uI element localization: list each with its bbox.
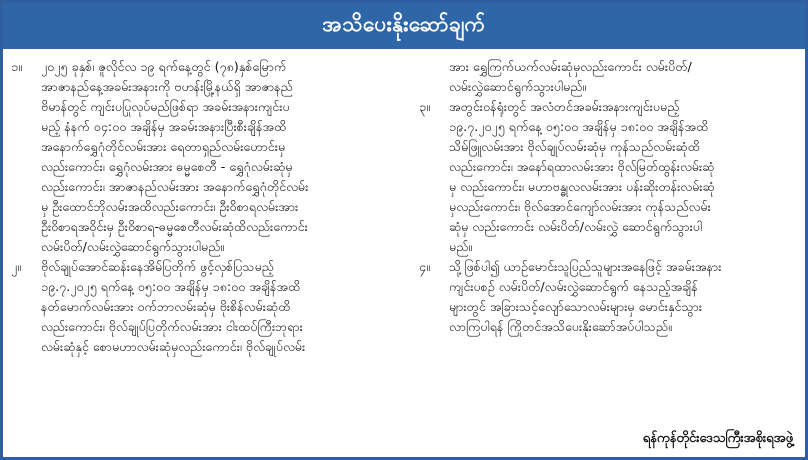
- item-text-line: လာကြပါရန် ကြိုတင်အသိပေးနိုးဆော်အပ်ပါသည်။: [449, 319, 672, 334]
- notice-title: အသိပေးနိုးဆော်ချက်: [322, 11, 486, 36]
- item-text-line: ၁၉.၇.၂၀၂၅ ရက်နေ့ ၀၅:၀၀ အချိန်မှ ၁၈:၀၀ အချိန်အထိ: [41, 279, 301, 294]
- item-text-line: မှလည်းကောင်း၊ ဗိုလ်အောင်ကျော်လမ်းအား ကုန်သည်လမ်း: [449, 199, 711, 214]
- right-column: [419, 57, 797, 337]
- item-text-line: ကျင်းပစဉ် လမ်းပိတ်/လမ်းလွှဲဆောင်ရွက် နေသည့်အချိန်: [449, 279, 698, 294]
- item-number: ၁။: [11, 59, 22, 74]
- issuer-signature: ရန်ကုန်တိုင်းဒေသကြီးအစိုးရအဖွဲ့: [642, 431, 793, 446]
- item-number: ၄။: [419, 259, 430, 274]
- notice-item: [419, 257, 797, 337]
- item-text-line: ဦးဝိစာရအဝိုင်းမှ ဦးဝိစာရ-ဓမ္မစေတီလမ်းဆုံထိလည်းကောင်း: [41, 219, 308, 234]
- item-text-line: လည်းကောင်း၊ ရွှေဂုံလမ်းအား ဓမ္မစေတီ - ရွှေဂုံလမ်းဆုံမှ: [41, 159, 293, 174]
- notice-body: [3, 49, 805, 457]
- item-text-line: မှ ဦးထောင်ဘိုလမ်းအထိလည်းကောင်း၊ ဦးဝိစာရလမ်းအား: [41, 199, 299, 214]
- item-number: ၃။: [419, 99, 430, 114]
- item-text-line: အား ရွှေကြက်ယက်လမ်းဆုံမှလည်းကောင်း လမ်းပိတ်/: [449, 59, 692, 74]
- item-text-line: ၂၀၂၅ ခုနှစ်၊ ဇူလိုင်လ ၁၉ ရက်နေ့တွင် (၇၈)နှစ်မြောက်: [41, 59, 287, 74]
- item-text-line: ဗိမာန်တွင် ကျင်းပပြုလုပ်မည်ဖြစ်ရာ အခမ်းအနားကျင်းပ: [41, 99, 290, 114]
- item-text-line: မည်။: [449, 239, 473, 254]
- left-column: [11, 57, 391, 357]
- item-text-line: များတွင် အခြားသင့်လျော်သောလမ်းများမှ မောင်းနှင်သွား: [449, 299, 703, 314]
- item-text-line: လည်းကောင်း၊ အာဇာနည်လမ်းအား အနောက်ရွှေဂုံတိုင်လမ်း: [41, 179, 309, 194]
- notice-item: [419, 97, 797, 257]
- item-text-line: ဆုံမှ လည်းကောင်း လမ်းပိတ်/လမ်းလွှဲ ဆောင်ရွက်သွားပါ: [449, 219, 703, 234]
- item-text-line: လည်းကောင်း၊ အနော်ရထာလမ်းအား ဗိုလ်မြတ်ထွန်းလမ်းဆုံ: [449, 159, 715, 174]
- item-text-line: လမ်းပိတ်/လမ်းလွှဲဆောင်ရွက်သွားပါမည်။: [41, 239, 225, 254]
- item-text-line: အနောက်ရွှေဂုံတိုင်လမ်းအား ရေတာရှည်လမ်းဟောင်းမှ: [41, 139, 286, 154]
- notice-header: [3, 3, 805, 49]
- item-text-line: သို့ဖြစ်ပါ၍ ယာဉ်မောင်းသူပြည်သူများအနေဖြင့် အခမ်းအနား: [449, 259, 722, 274]
- item-text-line: အတွင်းဝန်ရုံးတွင် အလံတင်အခမ်းအနားကျင်းပမည့်: [449, 99, 680, 114]
- item-text-line: ၁၉.၇.၂၀၂၅ ရက်နေ့ ၀၅:၀၀ အချိန်မှ ၁၈:၀၀ အချိန်အထိ: [449, 119, 709, 134]
- notice-item: [11, 57, 391, 257]
- item-text-line: နတ်မောက်လမ်းအား ဝက်ဘာလမ်းဆုံမှ ဗိုးစိန်လမ်းဆုံထိ: [41, 299, 291, 314]
- item-text-line: လည်းကောင်း၊ ဗိုလ်ချုပ်ပြတိုက်လမ်းအား ငါးထပ်ကြီးဘုရား: [41, 319, 303, 334]
- notice-item: [419, 57, 797, 97]
- item-text-line: လမ်းဆုံနှင့် စောမဟာလမ်းဆုံမှလည်းကောင်း၊ ဗိုလ်ချုပ်လမ်း: [41, 339, 306, 354]
- item-text-line: ဗိုလ်ချုပ်အောင်ဆန်းနေအိမ်ပြတိုက် ဖွင့်လှစ်ပြသမည့်: [41, 259, 274, 274]
- item-text-line: လမ်းလွှဲဆောင်ရွက်သွားပါမည်။: [449, 79, 587, 94]
- item-text-line: မှ လည်းကောင်း၊ မဟာဗန္ဓုလလမ်းအား ပန်းဆိုးတန်းလမ်းဆုံ: [449, 179, 715, 194]
- item-text-line: မည့် နံနက် ၀၄:၀၀ အချိန်မှ အခမ်းအနားပြီးစီးချိန်အထိ: [41, 119, 287, 134]
- item-text-line: အာဇာနည်နေ့အခမ်းအနားကို ဗဟန်းမြို့နယ်ရှိ အာဇာနည်: [41, 79, 293, 94]
- item-number: ၂။: [11, 259, 21, 274]
- notice-item: [11, 257, 391, 357]
- item-text-line: သိမ်ဖြူလမ်းအား ဗိုလ်ချုပ်လမ်းဆုံမှ ကုန်သည်လမ်းဆုံထိ: [449, 139, 700, 154]
